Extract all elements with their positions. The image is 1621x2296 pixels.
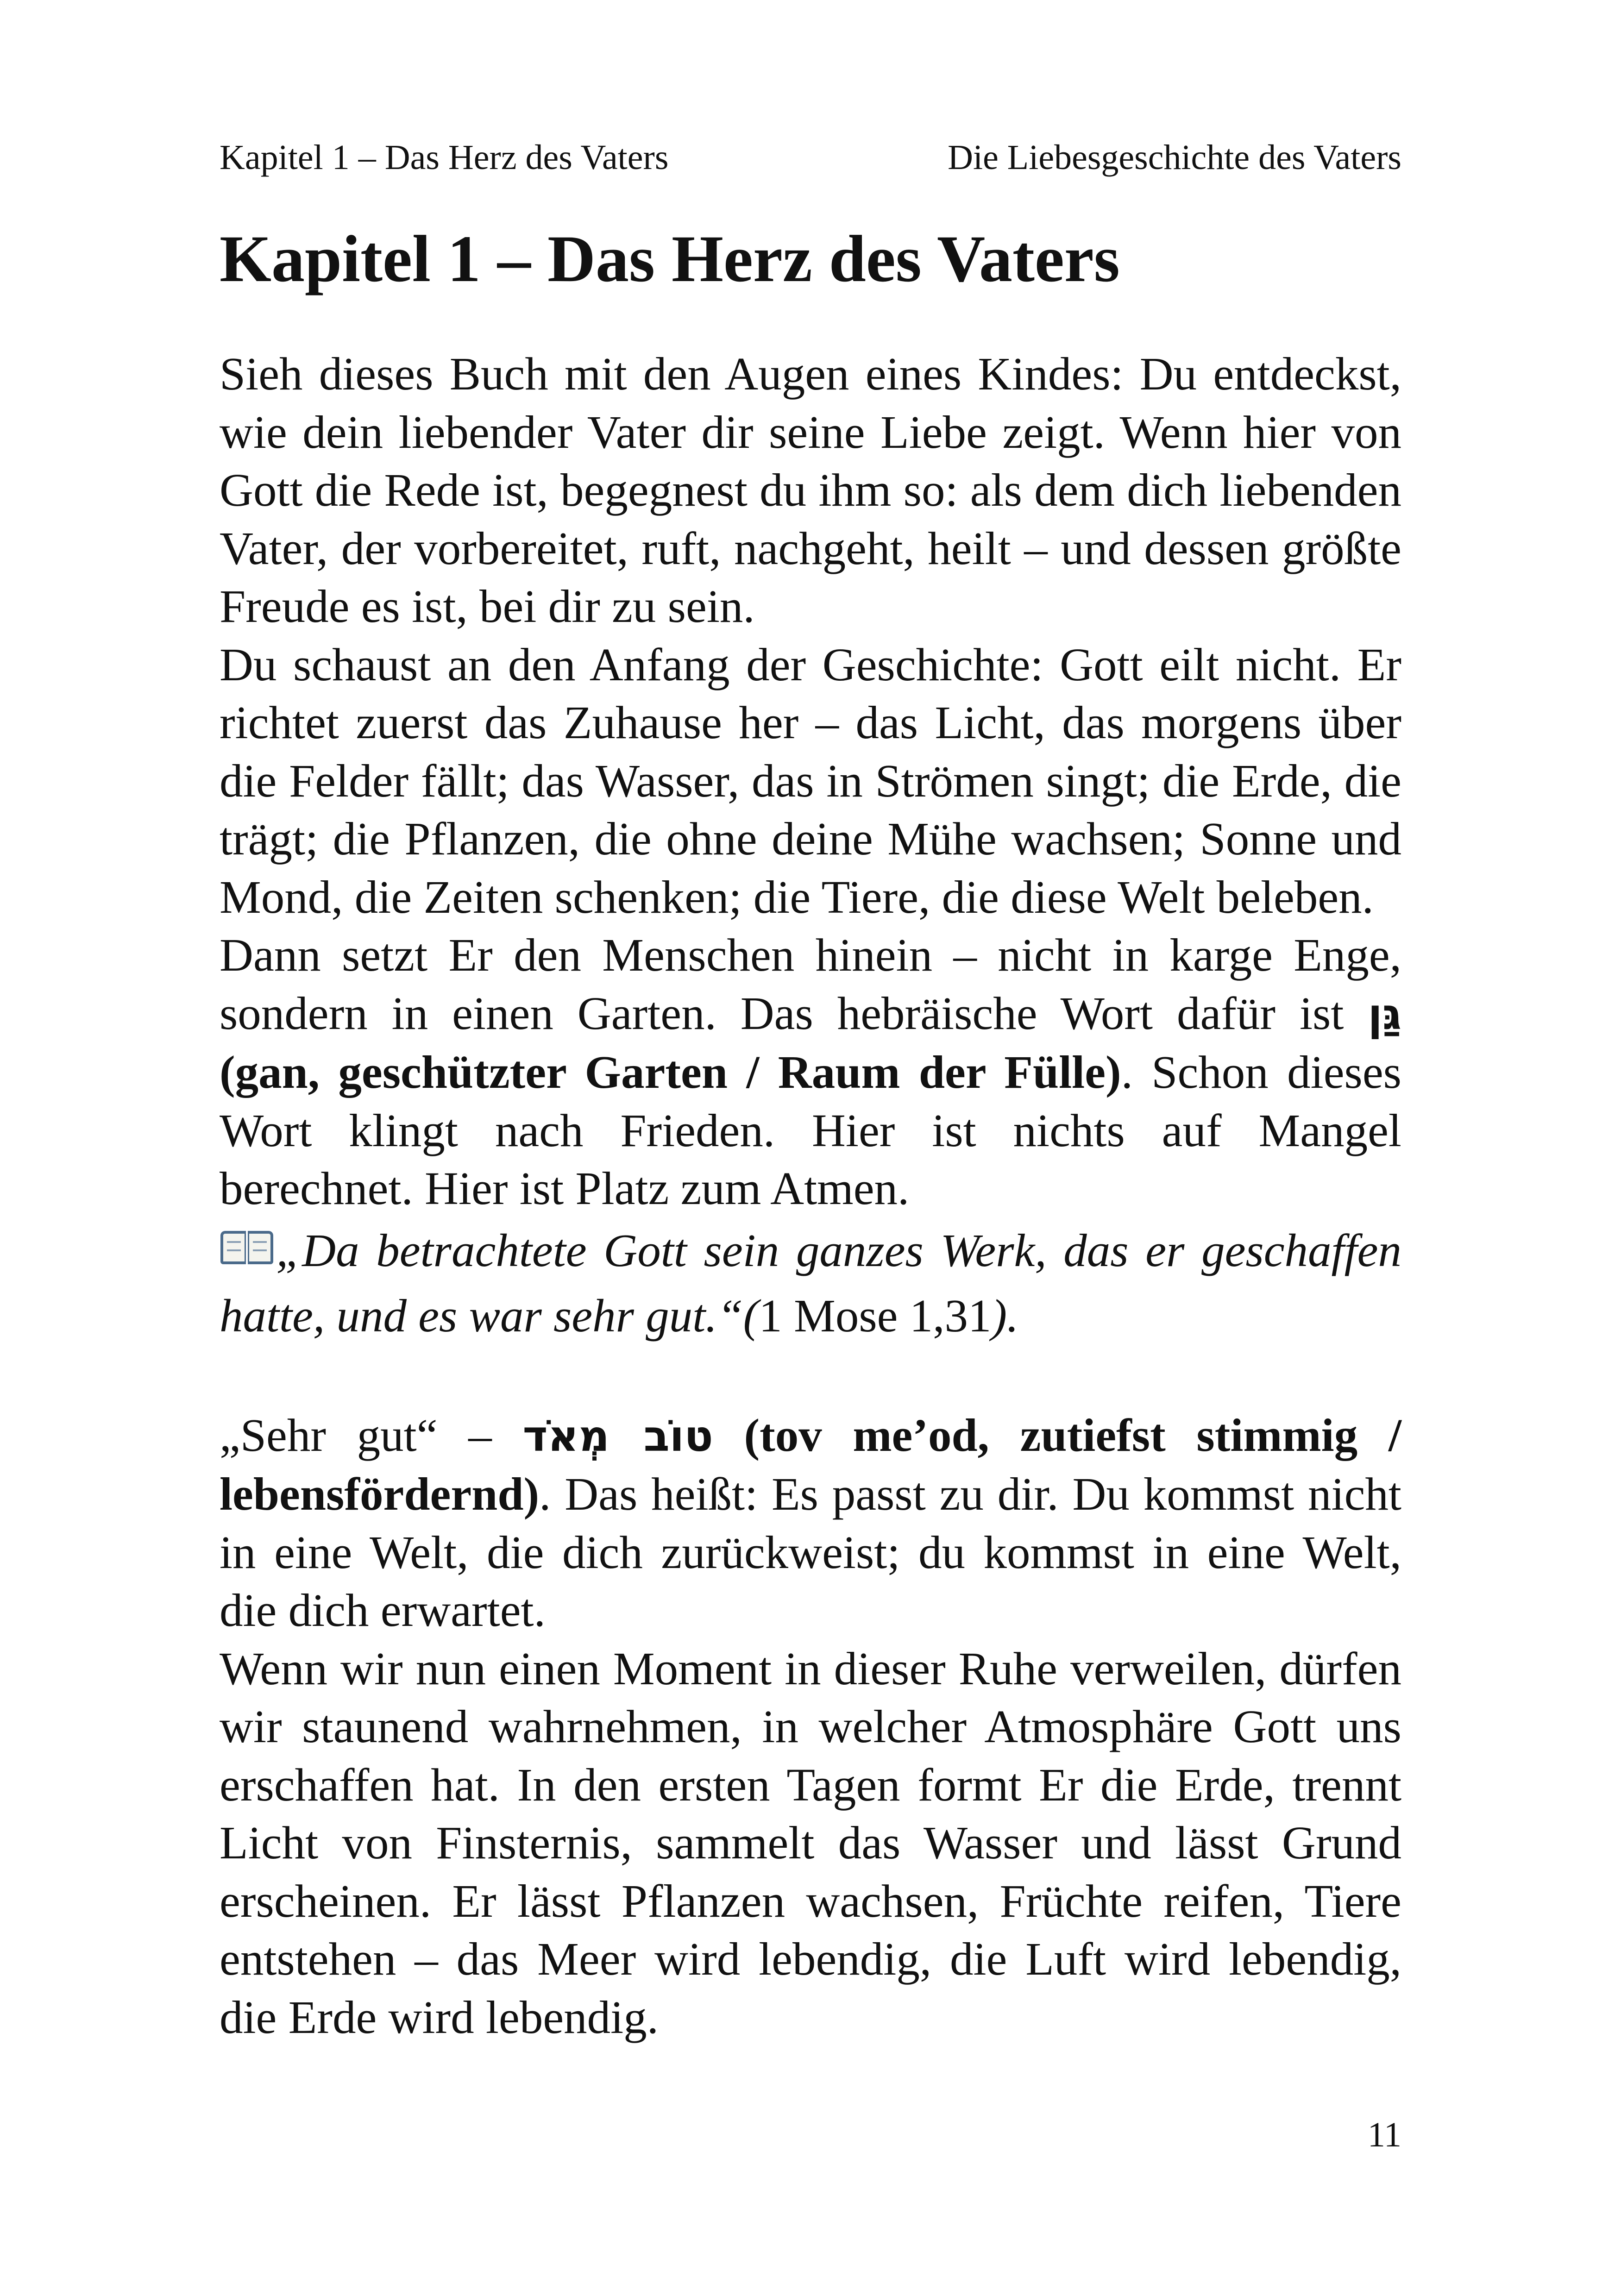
tov-meod-translation: (tov me’od, zutiefst stimmig / lebensfördernd)	[220, 1409, 1402, 1520]
paragraph-1: Sieh dieses Buch mit den Augen eines Kindes: Du entdeckst, wie dein liebender Vater dir seine Liebe zeigt. Wenn hier von Gott die Rede ist, begegnest du ihm so: als dem dich liebenden Vater, der vorbereitet, ruft, nachgeht, heilt – und dessen größte Freude es ist, bei dir zu sein.	[220, 348, 1401, 632]
hebrew-word-gan: גַּן	[1368, 989, 1401, 1039]
paragraph-3-text: Dann setzt Er den Menschen hinein – nicht in karge Enge, sondern in einen Garten. Das hebräische Wort dafür ist	[220, 929, 1401, 1039]
gan-translation: (gan, geschützter Garten / Raum der Fülle)	[220, 1046, 1121, 1098]
bible-quote-text: „Da betrachtete Gott sein ganzes Werk, das er geschaffen hatte, und es war sehr gut.“(	[220, 1224, 1401, 1342]
bible-quote-close: ).	[991, 1289, 1019, 1342]
paragraph-5: Wenn wir nun einen Moment in dieser Ruhe verweilen, dürfen wir staunend wahrnehmen, in welcher Atmosphäre Gott uns erschaffen hat. In den ersten Tagen formt Er die Erde, trennt Licht von Finsternis, sammelt das Wasser und lässt Grund erscheinen. Er lässt Pflanzen wachsen, Früchte reifen, Tiere entstehen – das Meer wird lebendig, die Luft wird lebendig, die Erde wird lebendig.	[220, 1642, 1401, 2043]
running-header-chapter: Kapitel 1 – Das Herz des Vaters	[220, 138, 669, 177]
running-header	[220, 134, 1401, 181]
paragraph-3-text-end: . Schon dieses Wort klingt nach Frieden. Hier ist nichts auf Mangel berechnet. Hier ist Platz zum Atmen.	[220, 1046, 1401, 1214]
paragraph-4-text-end: . Das heißt: Es passt zu dir. Du kommst nicht in eine Welt, die dich zurückweist; du kommst in eine Welt, die dich erwartet.	[220, 1468, 1401, 1636]
hebrew-phrase-tov-meod: טוֹב מְאֹד	[522, 1411, 713, 1461]
chapter-body	[220, 345, 1401, 2046]
paragraph-4-text: „Sehr gut“ –	[220, 1409, 523, 1461]
bible-quote-reference: 1 Mose 1,31	[759, 1289, 992, 1342]
open-book-icon	[220, 1228, 274, 1268]
bible-quote	[220, 1218, 1401, 1349]
paragraph-3	[220, 926, 1401, 1218]
paragraph-4	[220, 1406, 1401, 1640]
paragraph-2: Du schaust an den Anfang der Geschichte: Gott eilt nicht. Er richtet zuerst das Zuhause her – das Licht, das morgens über die Felder fällt; das Wasser, das in Strömen singt; die Erde, die trägt; die Pflanzen, die ohne deine Mühe wachsen; Sonne und Mond, die Zeiten schenken; die Tiere, die diese Welt beleben.	[220, 638, 1401, 923]
chapter-title: Kapitel 1 – Das Herz des Vaters	[220, 222, 1120, 296]
page-number: 11	[1367, 2115, 1401, 2154]
running-header-book-title: Die Liebesgeschichte des Vaters	[948, 138, 1401, 177]
